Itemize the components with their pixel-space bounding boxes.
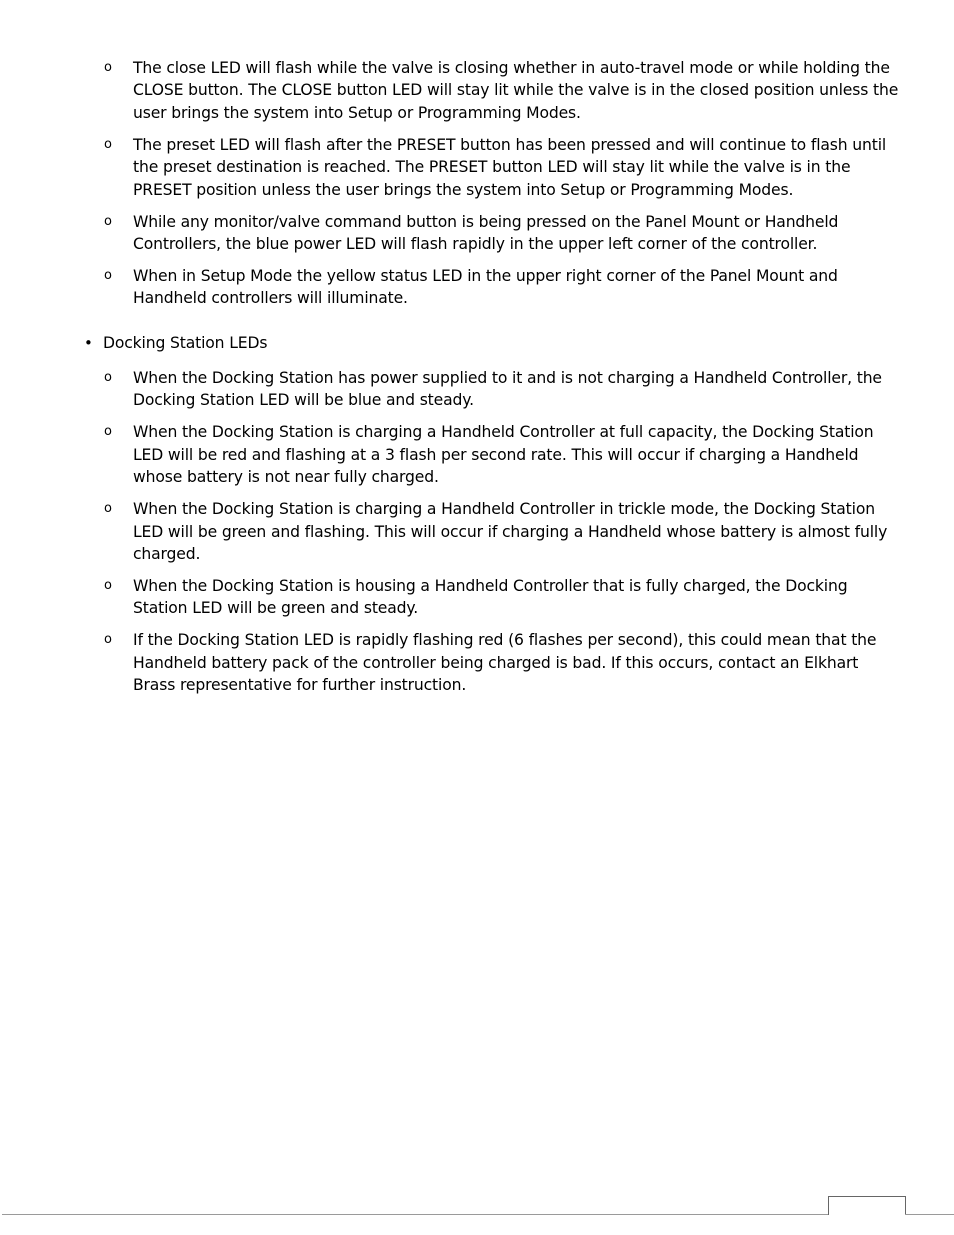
list-item [104,629,904,696]
list-item-text: When the Docking Station has power supplied to it and is not charging a Handheld Controller, the Docking Station LED will be blue and steady. [133,369,882,410]
list-item [104,57,904,124]
list-item-text: When the Docking Station is charging a Handheld Controller at full capacity, the Docking Station LED will be red and flashing at a 3 flash per second rate. This will occur if charging a Handheld whose battery is not near fully charged. [133,423,874,487]
list-item [104,211,904,256]
list-marker: o [104,60,112,75]
list-marker: o [104,501,112,517]
docking-station-heading [84,332,267,354]
list-marker: o [104,268,112,284]
list-marker: o [104,136,112,152]
list-item-text: When the Docking Station is housing a Handheld Controller that is fully charged, the Docking Station LED will be green and steady. [133,577,848,618]
list-item-text: The close LED will flash while the valve is closing whether in auto-travel mode or while holding the CLOSE button. The CLOSE button LED will stay lit while the valve is in the closed position unless the user brings the system into Setup or Programming Modes. [133,59,899,122]
list-item [104,265,904,310]
list-marker: o [104,213,112,229]
list-item-text: If the Docking Station LED is rapidly flashing red (6 flashes per second), this could mean that the Handheld battery pack of the controller being charged is bad. If this occurs, contact an Elkhart Brass representative for further instruction. [133,631,877,695]
list-item [104,421,904,488]
list-item [104,575,904,620]
list-item [104,134,904,201]
list-item [104,498,904,565]
list-marker: o [104,424,112,440]
footer-rule-right [905,1214,954,1215]
page-number-box [828,1196,906,1215]
list-marker: o [104,632,112,648]
list-item-text: When in Setup Mode the yellow status LED in the upper right corner of the Panel Mount and Handheld controllers will illuminate. [133,267,838,308]
list-marker: o [104,370,112,385]
controller-led-list [104,57,904,319]
list-item-text: When the Docking Station is charging a Handheld Controller in trickle mode, the Docking Station LED will be green and flashing. This will occur if charging a Handheld whose battery is almost fully charged. [133,500,888,564]
footer-rule-left [2,1214,828,1215]
list-item-text: The preset LED will flash after the PRESET button has been pressed and will continue to flash until the preset destination is reached. The PRESET button LED will stay lit while the valve is in the PRESET position unless the user brings the system into Setup or Programming Modes. [133,135,887,199]
docking-led-list [104,367,904,706]
heading-text: Docking Station LEDs [103,334,268,352]
bullet-marker: • [84,334,93,352]
list-item [104,367,904,412]
list-item-text: While any monitor/valve command button is being pressed on the Panel Mount or Handheld Controllers, the blue power LED will flash rapidly in the upper left corner of the controller. [133,212,839,254]
list-marker: o [104,578,112,594]
